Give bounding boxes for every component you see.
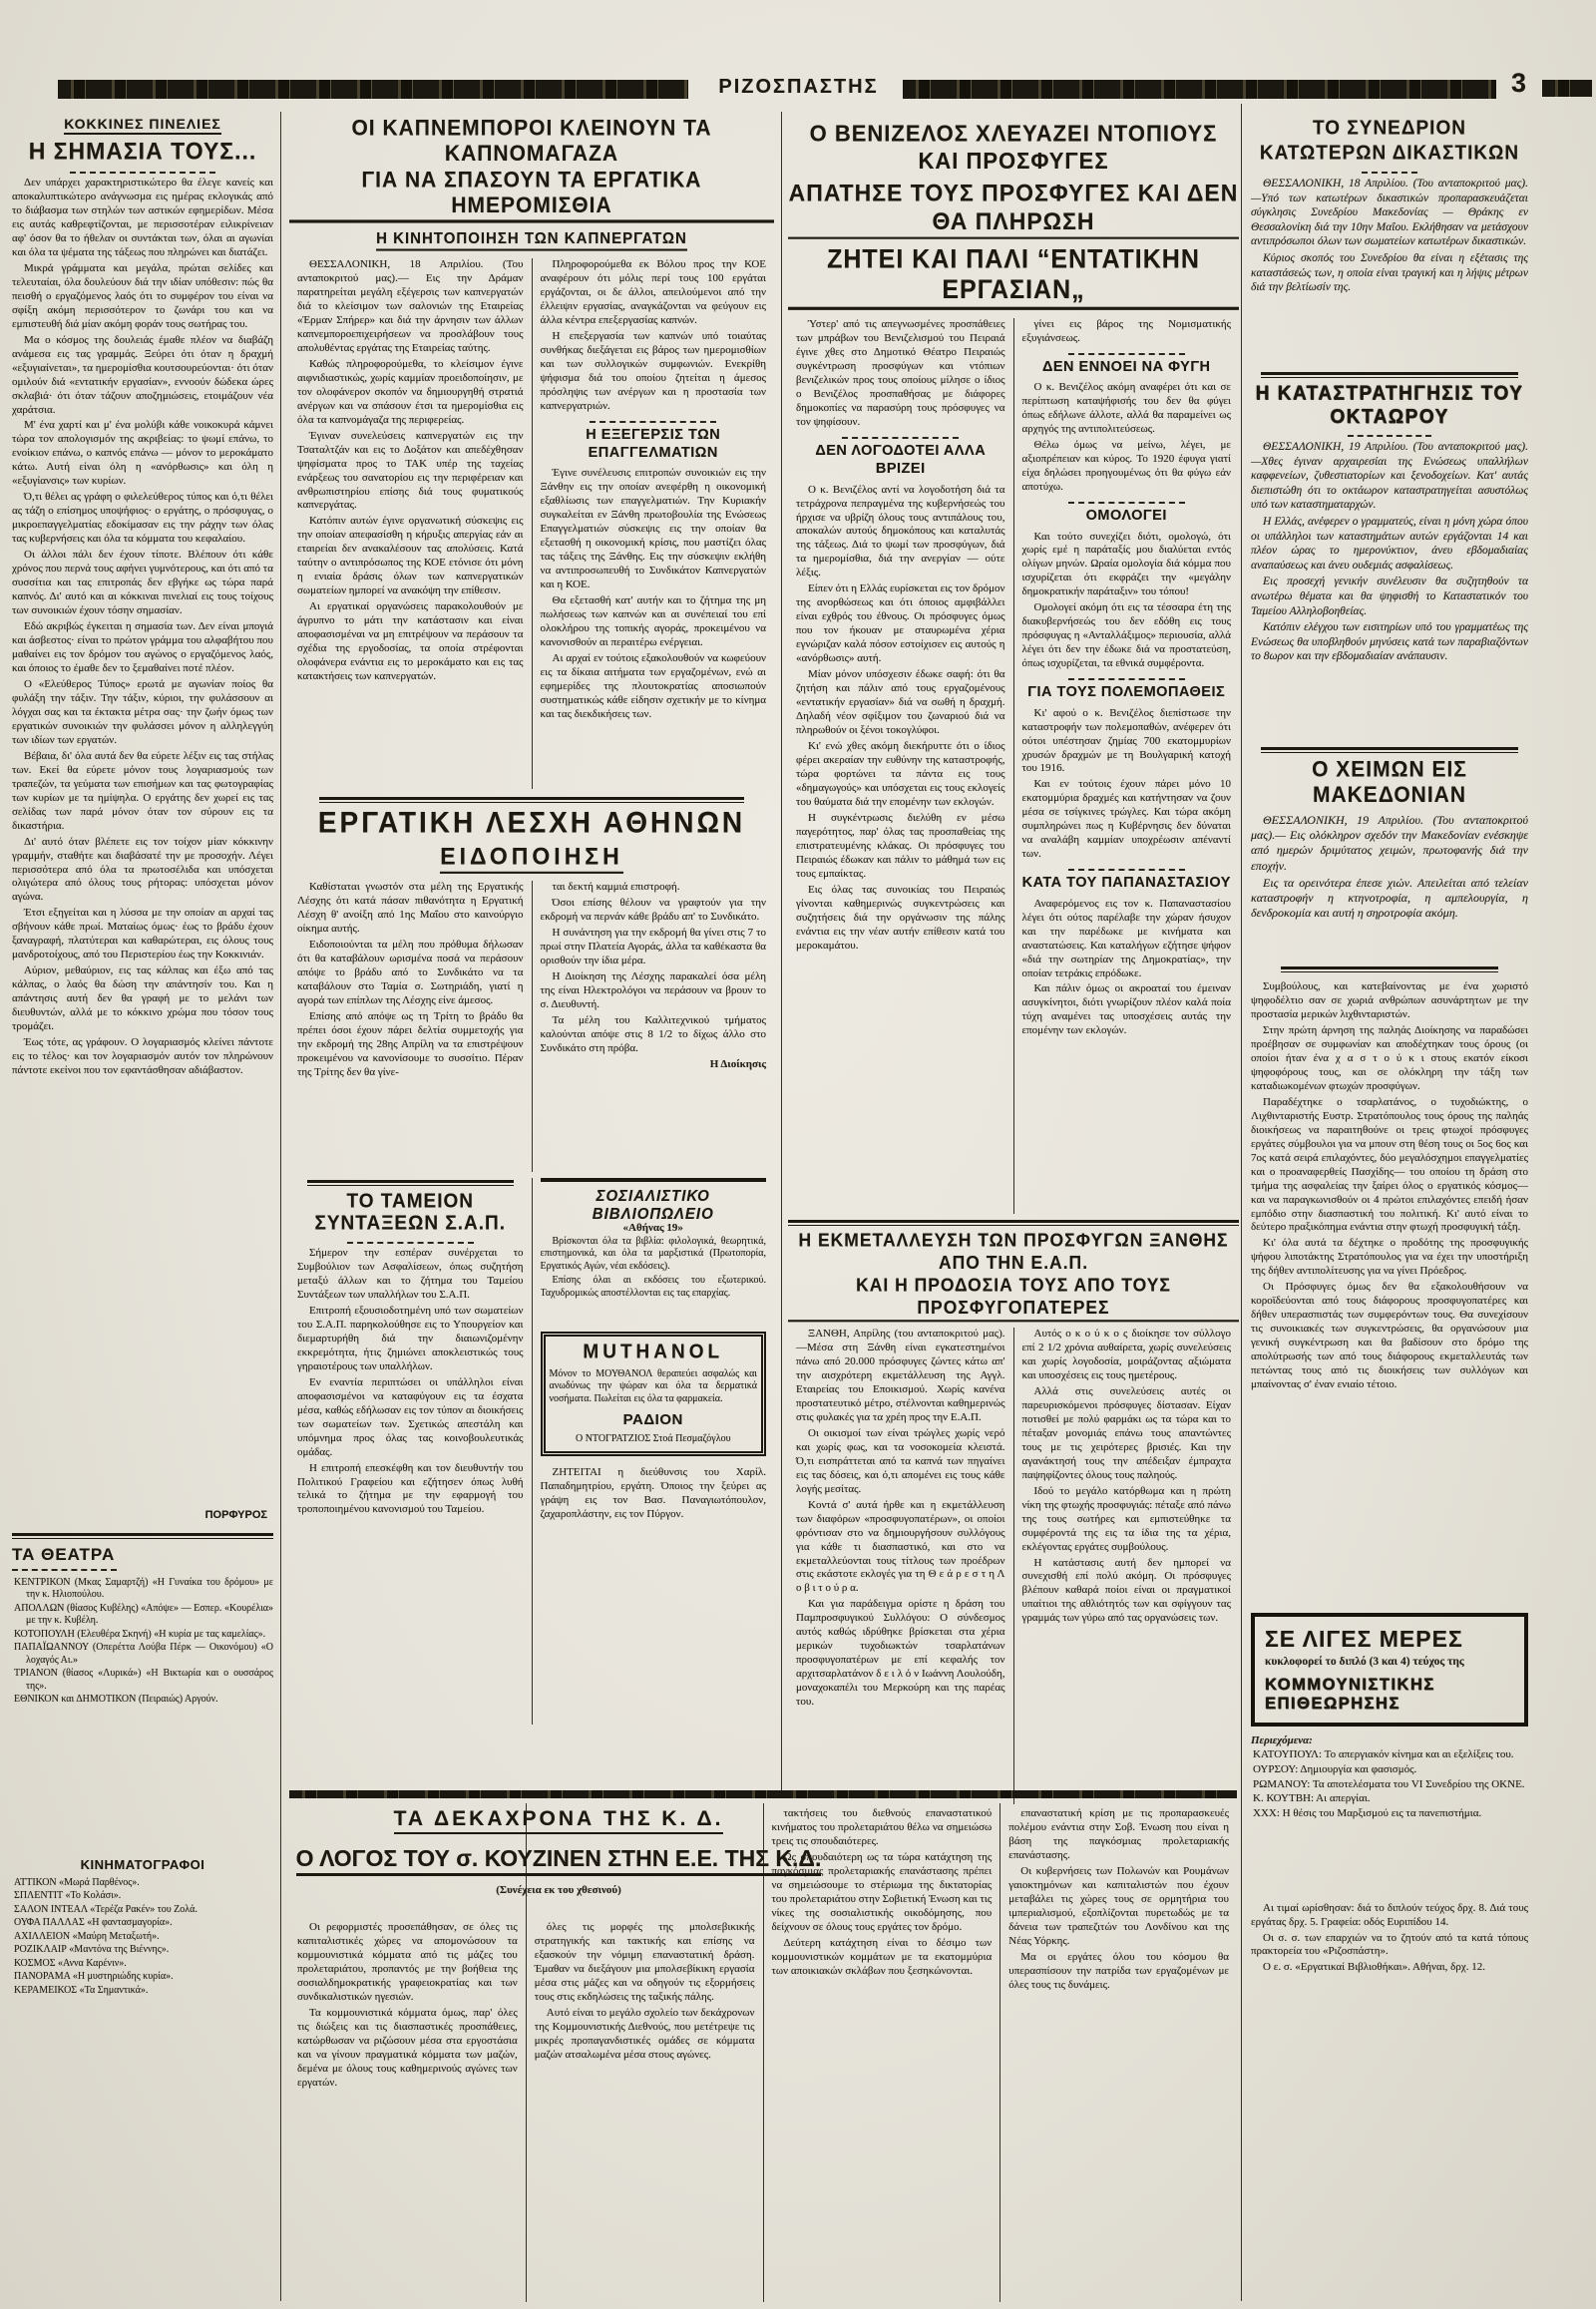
paragraph: Ο ε. σ. «Εργατικαί Βιβλιοθήκαι». Αθήναι, δρχ. 12.	[1263, 1961, 1485, 1974]
tobacco-col-1	[289, 258, 532, 789]
paragraph: Η επεξεργασία των καπνών υπό τοιαύτας συνθήκας διεξάγεται εις βάρος των ημερομισθίων και των συλλογικών συμφωνιών. Ενεκρίθη ψήφισμα διά του οποίου ζητείται η άμεσος πρόσληψις των ανέργων και η προστασία των καπνεργατριών.	[540, 329, 766, 412]
paragraph: Έγινε συνέλευσις επιτροπών συνοικιών εις την Ξάνθην εις την οποίαν ανεφέρθη η οικονομική εξαθλίωσις των επαγγελματιών. Την Κυριακήν συγκαλείται εν Ξάνθη πρωτοβουλία της Ενώσεως Επαγγελματιών σύσκεψις εις την οποίαν θα εξετασθή η οικονομική κρίσις, που μαστίζει όλας τας τάξεις της Ξάνθης. Εις την σύσκεψιν εκλήθη να αντιπροσωπευθή το Συνδικάτον Καπνεργατών και η ΚΟΕ.	[540, 467, 766, 591]
tobacco-article	[289, 118, 774, 1725]
refugees-continuation	[1251, 980, 1528, 1599]
muthanol-ad-box	[541, 1332, 767, 1456]
paragraph: Οι ρεφορμιστές προσεπάθησαν, σε όλες τις καπιταλιστικές χώρες να απομονώσουν τα κομμουνιστικά κόμματα από τις μάζες του προλεταριάτου, προπαντός με την βοήθεια της σοσιαλδημοκρατικής γραφειοκρατίας και των συνδικαλιστικών ηγεσιών.	[297, 1921, 518, 2003]
paragraph: Εις όλας τας συνοικίας του Πειραιώς γίνονται καθημερινώς συγκεντρώσεις και συζητήσεις διά την οργάνωσιν της πάλης ενάντια εις την νέαν αυτήν επίθεσιν κατά του μεροκαμάτου.	[796, 883, 1005, 952]
editorial-title: Η ΣΗΜΑΣΙΑ ΤΟΥΣ...	[28, 137, 257, 165]
paragraph: Επιτροπή εξουσιοδοτημένη υπό των σωματείων του Σ.Α.Π. παρηκολούθησε εις το Υπουργείον και διεμαρτυρήθη διά την διαιωνιζομένην εκκρεμότητα, ήτις ζημιώνει αποκλειστικώς τους γηραιοτέρους των υπαλλήλων.	[297, 1304, 524, 1372]
paragraph: ΤΡΙΑΝΟΝ (θίασος «Λυρικά») «Η Βικτωρία και ο ουσσάρος της».	[14, 1668, 273, 1692]
club-title: ΕΡΓΑΤΙΚΗ ΛΕΣΧΗ ΑΘΗΝΩΝ	[317, 806, 746, 839]
paragraph: ΚΕΡΑΜΕΙΚΟΣ «Τα Σημαντικά».	[14, 1984, 149, 1996]
paragraph: ΞΑΝΘΗ, Απρίλης (του ανταποκριτού μας).—Μέσα στη Ξάνθη είναι εγκατεστημένοι πάνω από 20.000 πρόσφυγες ζώντες κάτω απ' την αισχρότερη εκμετάλλευση της Αγγλ. Εταιρείας του Εποικισμού. Χωρίς κανένα προστατευτικό μέτρο, στέλνονται καθημερινώς στις φυλακές για τα χρέη προς την Ε.Α.Π.	[796, 1328, 1005, 1423]
paragraph: ΡΟΖΙΚΛΑΙΡ «Μαντόνα της Βιέννης».	[14, 1944, 170, 1956]
paragraph: Καθώς πληροφορούμεθα, το κλείσιμον έγινε αιφνιδιαστικώς, χωρίς καμμίαν προειδοποίησιν, με τον ολοφάνερον σκοπόν να δημιουργηθή στρατιά ανέργων και να σπάσουν έτσι τα ημερομίσθια εις όλα τα καπνομάγαζα της περιφερείας.	[297, 357, 524, 426]
venizelos-col-2	[1013, 318, 1240, 1214]
review-contents-list	[1251, 1748, 1528, 1898]
paragraph: Πληροφορούμεθα εκ Βόλου προς την ΚΟΕ αναφέρουν ότι μόλις περί τους 100 εργάται εργάζονται, οι δε άλλοι, απειλούμενοι από την έλλειψιν εργασίας, αναγκάζονται να φεύγουν εις άλλα κέντρα επεξεργασίας καπνών.	[540, 258, 766, 326]
paragraph: Κοντά σ' αυτά ήρθε και η εκμετάλλευση των διαφόρων «προσφυγοπατέρων», οι οποίοι φρόντισαν στο να δημιουργήσουν συλλόγους για κάθε τι διασπαστικό, και στο να εκμεταλλεύονται τους τίτλους των προέδρων στις εκάστοτε εκλογές για τη Θ ε ά ρ ε σ τ η Λ ο β ι τ ο ύ ρ α.	[796, 1498, 1005, 1595]
paragraph: Ο «Ελεύθερος Τύπος» ερωτά με αγωνίαν ποίος θα φυλάξη την τάξιν. Την τάξιν, κύριοι, την φυλάσσουν αι λόγχαι σας και τα έκτακτα μέτρα σας· την ζωήν όμως των εργατικών συνοικιών την φυλάσσει μόνον η αλληλεγγύη των ιδίων των εργατών.	[12, 677, 273, 746]
tobacco-headline-2-text: ΓΙΑ ΝΑ ΣΠΑΣΟΥΝ ΤΑ ΕΡΓΑΤΙΚΑ ΗΜΕΡΟΜΙΣΘΙΑ	[289, 168, 774, 222]
paragraph: Ό,τι θέλει ας γράφη ο φιλελεύθερος τύπος και ό,τι θέλει ας τάζη ο επίσημος υποψήφιος· ο εργάτης, ο πρόσφυγας, ο μικροεπαγγελματίας εδοκίμασαν εις την ράχην των όλας τας κυβερνήσεις και όλα τα κόμματα του κεφαλαίου.	[12, 491, 273, 546]
paragraph: Οι Πρόσφυγες όμως δεν θα εξακολουθήσουν να κοροϊδεύονται από τους διάφορους προσφυγοπατέρες και δήθεν υπερασπιστάς των συμφερόντων τους. Θα συνεχίσουν τις συνοικιακές των συγκεντρώσεις, θα οργανώσουν μια γενική συγκέντρωση και θα βαδίσουν στο δρόμο της απολύτρωσής των από τους διάφορους εκμεταλλευτάς των πετώντας τους από τις διοικήσεις των συλλόγων και μπαίνοντας σ' έναν ενιαίο τέτοιο.	[1251, 1281, 1528, 1391]
review-contents	[1251, 1734, 1528, 2022]
court-congress-title-1: ΤΟ ΣΥΝΕΔΡΙΟΝ	[1313, 117, 1466, 140]
winter-body	[1251, 813, 1528, 961]
eight-hour-title: Η ΚΑΤΑΣΤΡΑΤΗΓΗΣΙΣ ΤΟΥ ΟΚΤΑΩΡΟΥ	[1255, 382, 1524, 429]
exploitation-headline-2	[788, 1275, 1239, 1323]
section-rule	[1281, 966, 1498, 972]
paragraph: Μίαν μόνον υπόσχεσιν έδωκε σαφή: ότι θα ζητήση και πάλιν από τους εργαζομένους «εντατικήν εργασίαν» διά να σωθή η δραχμή. Δηλαδή νέον σφίξιμον του ζωναριού διά να πληρωθούν οι ξένοι τοκογλύφοι.	[796, 668, 1005, 737]
paragraph: ΑΤΤΙΚΟΝ «Μωρά Παρθένος».	[14, 1876, 140, 1888]
tobacco-headline-1: ΟΙ ΚΑΠΝΕΜΠΟΡΟΙ ΚΛΕΙΝΟΥΝ ΤΑ ΚΑΠΝΟΜΑΓΑΖΑ	[351, 116, 712, 167]
paragraph: Κατόπιν ελέγχου των εισιτηρίων υπό του γραμματέως της Ενώσεως θα υποβληθούν μηνύσεις κατά των παραβιαζόντων το 8ωρον και την εβδομαδιαίαν ανάπαυσιν.	[1251, 621, 1528, 663]
paragraph: Κ. ΚΟΥΤΒΗ: Αι απεργίαι.	[1253, 1792, 1371, 1805]
club-columns	[289, 881, 774, 1172]
paragraph: Θα εξετασθή κατ' αυτήν και το ζήτημα της μη πωλήσεως των καπνών και αι συνέπειαί του επί ολοκλήρου της τοπικής αγοράς, προκειμένου να κανονισθούν αι περαιτέρω ενέργειαι.	[540, 594, 766, 649]
squiggle-rule	[1068, 869, 1185, 871]
exploitation-columns	[788, 1328, 1239, 1804]
paragraph: Παραδέχτηκε ο τσαρλατάνος, ο τυχοδιώκτης, ο Λιχθινταριστής Ευστρ. Στρατόπουλος τους όρους της παληάς διοικήσεως να παραιτηθούνε οι τρεις φτωχοί πρόσφυγες εργάτες σύμβουλοι για να μπουν στη θέση τους οι 5ος 6ος και 7ος κατά σειρά επιλαχόντες, δύο μεγαλόσχημοι επαγγελματίες και ο προαναφερθείς Πασχίδης— του οποίου τη δράση στο τμήμα της ασφαλείας την ξαίρει όλος ο εργατικός κόσμος—και να παραγκωνισθούν οι 4 πρώτοι επιλαχόντες επειδή ήσαν εμπόδιο στην διασπαστική του πολιτική. Κι' αυτό είναι το δεύτερο πραξικόπημα ενάντια στην φτωχή προσφυγική τάξη.	[1251, 1095, 1528, 1234]
winter-title: Ο ΧΕΙΜΩΝ ΕΙΣ ΜΑΚΕΔΟΝΙΑΝ	[1312, 757, 1467, 808]
paragraph: Εις τα ορεινότερα έπεσε χιών. Απειλείται από τελείαν καταστροφήν η κτηνοτροφία, η αμπελουργία, η δενδροκομία και αυτή η σηροτροφία ακόμη.	[1251, 875, 1528, 921]
review-box-line-3: ΚΟΜΜΟΥΝΙΣΤΙΚΗΣ ΕΠΙΘΕΩΡΗΣΗΣ	[1265, 1675, 1435, 1713]
exploitation-headline-1: Η ΕΚΜΕΤΑΛΛΕΥΣΗ ΤΩΝ ΠΡΟΣΦΥΓΩΝ ΞΑΝΘΗΣ ΑΠΟ ΤΗΝ Ε.Α.Π.	[798, 1229, 1229, 1274]
tobacco-col-2	[532, 258, 775, 789]
paragraph: Ύστερ' από τις απεγνωσμένες προσπάθειες των μπράβων του Βενιζελισμού του Πειραιά έγινε χθες στο Δημοτικό Θέατρο Πειραιώς συγκέντρωση προσφύγων και ντόπιων βενιζελικών προς τους οποίους μίλησε ο ίδιος ο Βενιζέλος προσπαθήσας με διάφορες δημοκοπίες να παρασύρη τους πρόσφυγες να τον ψηφίσουν.	[796, 318, 1005, 428]
paragraph: Αναφερόμενος εις τον κ. Παπαναστασίου λέγει ότι ούτος παρέλαβε την χώραν ήσυχον και την παρέδωκε με κινήματα και αναστατώσεις. Και καταλήγων εζήτησε ψήφον «διά την σωτηρίαν της Δημοκρατίας», την οποίαν τετράκις επρόδωκε.	[1021, 897, 1231, 979]
squiggle-rule	[590, 421, 716, 423]
paragraph: Κι' αφού ο κ. Βενιζέλος διεπίστωσε την καταστροφήν των πολεμοπαθών, ανέφερεν ότι ούτοι υπέστησαν ζημίας 700 εκατομμυρίων χρυσών δραχμών με τη Βουλγαρική κατοχή του 1916.	[1021, 706, 1231, 775]
section-rule	[307, 1180, 514, 1186]
paragraph: Ομολογεί ακόμη ότι εις τα τέσσαρα έτη της διακυβερνήσεώς του δεν εδόθη εις τους πρόσφυγας η «Ανταλλάξιμος» περιουσία, αλλά λέγει ότι δεν την έδωκε διά να προστατεύση, όπως ισχυρίζεται, τα εθνικά συμφέροντα.	[1021, 601, 1231, 670]
paragraph: τακτήσεις του διεθνούς επαναστατικού κινήματος του προλεταριάτου θέλω να σημειώσω τρεις τις σπουδαιότερες.	[771, 1807, 993, 1847]
muthanol-brand: MUTHANOL	[583, 1341, 724, 1363]
tobacco-headline-2	[289, 168, 774, 222]
pension-body	[297, 1247, 524, 1686]
paragraph: ΚΟΣΜΟΣ «Αννα Καρένιν».	[14, 1957, 127, 1969]
classified-notice	[541, 1466, 767, 1616]
masthead-title-wrap	[696, 76, 901, 102]
article-subhead: ΓΙΑ ΤΟΥΣ ΠΟΛΕΜΟΠΑΘΕΙΣ	[1027, 684, 1226, 701]
red-strokes-editorial	[12, 116, 273, 2206]
paragraph: Και για παράδειγμα ορίστε η δράση του Παμπροσφυγικού Συλλόγου: Ο σύνδεσμος αυτός καθώς ιδρύθηκε βρίσκεται στα χέρια μερικών τυχοδιωκτών τσαρλατάνων προσφυγοπατέρων με επί κεφαλής τον αρχιτσαρλατάνον δ ε ι λ ό ν Ιωάννη Λουλούδη, μοναχοκαπέλι του Μερκούρη και της παρέας του.	[796, 1598, 1005, 1709]
paragraph: Η συνάντηση για την εκδρομή θα γίνει στις 7 το πρωί στην Πλατεία Αγοράς, άλλα τα καθέκαστα θα ορισθούν την ίδια μέρα.	[540, 926, 766, 966]
section-rule	[319, 797, 744, 803]
venizelos-headline-1: Ο ΒΕΝΙΖΕΛΟΣ ΧΛΕΥΑΖΕΙ ΝΤΟΠΙΟΥΣ ΚΑΙ ΠΡΟΣΦΥΓΕΣ	[809, 120, 1218, 175]
article-subhead: Η ΕΞΕΓΕΡΣΙΣ ΤΩΝ ΕΠΑΓΓΕΛΜΑΤΙΩΝ	[586, 426, 721, 462]
paragraph: ΟΥΡΣΟΥ: Δημιουργία και φασισμός.	[1253, 1762, 1417, 1775]
bookstore-ad-subtitle: «Αθήνας 19»	[622, 1222, 683, 1234]
paragraph: ΡΩΜΑΝΟΥ: Τα αποτελέσματα του VI Συνεδρίου της ΟΚΝΕ.	[1253, 1777, 1525, 1790]
paragraph: Όσοι επίσης θέλουν να γραφτούν για την εκδρομή να περνάν κάθε βράδυ απ' το Συνδικάτο.	[540, 896, 766, 923]
paragraph: Η Διοίκηση της Λέσχης παρακαλεί όσα μέλη της είναι Ηλεκτρολόγοι να περάσουν να βρουν το σ. Διευθυντή.	[540, 969, 766, 1010]
paragraph: Οι σ. σ. των επαρχιών να το ζητούν από τα κατά τόπους πρακτορεία του «Ριζοσπάστη».	[1251, 1931, 1528, 1958]
venizelos-headline-3-text: ΖΗΤΕΙ ΚΑΙ ΠΑΛΙ “ΕΝΤΑΤΙΚΗΝ ΕΡΓΑΣΙΑΝ„	[788, 244, 1239, 310]
bookstore-ad-title: ΣΟΣΙΑΛΙΣΤΙΚΟ ΒΙΒΛΙΟΠΩΛΕΙΟ	[592, 1186, 714, 1224]
masthead-bar-left	[58, 80, 688, 99]
kuusinen-note: (Συνέχεια εκ του χθεσινού)	[496, 1884, 621, 1896]
squiggle-rule	[347, 1242, 474, 1244]
editorial-body	[12, 177, 273, 1505]
paragraph: ΧΧΧ: Η θέσις του Μαρξισμού εις τα πανεπιστήμια.	[1253, 1807, 1482, 1820]
paragraph: Ως σπουδαιότερη ως τα τώρα κατάχτηση της παγκόσμιας προλεταριακής επανάστασης πρέπει να σημειώσουμε το στέριωμα της δικτατορίας του προλεταριάτου στην Σοβιετική Ένωση και τις νίκες της σοσιαλιστικής οικοδόμησης, που δείχνουν σε όλους τους εργάτες τον δρόμο.	[771, 1850, 993, 1933]
muthanol-body: Μόνον το ΜΟΥΘΑΝΟΛ θεραπεύει ασφαλώς και ανωδύνως την ψώραν και όλα τα δερματικά νοσήματα. Πωλείται εις όλα τα φαρμακεία.	[549, 1367, 757, 1404]
editorial-kicker-label: ΚΟΚΚΙΝΕΣ ΠΙΝΕΛΙΕΣ	[64, 116, 221, 135]
paragraph: Ιδού το μεγάλο κατόρθωμα και η πρώτη νίκη της φτωχής προσφυγιάς: πέταξε από πάνω της τους σωτήρες και εμπιστεύθηκε τα συμφέροντά της εις τα ίδια της τα χέρια, εκλέγοντας εργάτες συμβούλους.	[1021, 1484, 1231, 1553]
paragraph: Συμβούλους, και κατεβαίνοντας με ένα χωριστό ψηφοδέλτιο σαν σε χωριά ανθρώπων ασυνάρτητων με την προστασία μερικών λιχθινταριστών.	[1251, 980, 1528, 1020]
squiggle-rule	[1068, 353, 1185, 355]
paragraph: Αύριον, μεθαύριον, εις τας κάλπας και έξω από τας κάλπας, ο λαός θα δώση την απάντησίν του. Και η απάντησις αυτή δεν θα γραφή με το μελάνι των διευθυντών, αλλά με το κόκκινο χρώμα που τόσον τους τρομάζει.	[12, 964, 273, 1033]
paragraph: Θέλω όμως να μείνω, λέγει, με αξιοπρέπειαν και κύρος. Το 1920 έφυγα γιατί είχα δηλώσει προηγουμένως ότι θα φύγω εάν αποτύχω.	[1021, 439, 1231, 494]
paragraph: Κι' ενώ χθες ακόμη διεκήρυττε ότι ο ίδιος φέρει ακεραίαν την ευθύνην της καταστροφής, τώρα φορτώνει τα πάντα εις τους «δημαγωγούς» και υπόσχεται εις τους εκλογείς του θαύματα διά την επομένην των εκλογών.	[796, 740, 1005, 808]
paragraph: Αι αρχαί εν τούτοις εξακολουθούν να κωφεύουν εις τα δίκαια αιτήματα των εργαζομένων, ενώ αι εφημερίδες της πλουτοκρατίας αποσιωπούν συστηματικώς κάθε είδησιν σχετικήν με το κίνημα και τας διεκδικήσεις των.	[540, 652, 766, 720]
paragraph: ΚΕΝΤΡΙΚΟΝ (Μκας Σαμαρτζή) «Η Γυναίκα του δρόμου» με την κ. Ηλιοπούλου.	[14, 1576, 273, 1601]
review-box-line-2: κυκλοφορεί το διπλό (3 και 4) τεύχος της	[1265, 1656, 1464, 1668]
squiggle-rule	[842, 437, 959, 439]
section-rule	[1261, 372, 1518, 378]
paragraph: Κι' όλα αυτά τα δέχτηκε ο προδότης της προσφυγικής ψήφου λιποτάκτης Στρατόπουλος για να έχει την υποστήριξη της δήθεν αντιπολίτευσης για να γίνει Πρόεδρος.	[1251, 1237, 1528, 1278]
paragraph: Η κατάστασις αυτή δεν ημπορεί να συνεχισθή επί πολύ ακόμη. Οι πρόσφυγες βλέπουν καθαρά ποίοι είναι οι πραγματικοί υπαίτιοι της αθλιότητός των και σφίγγουν τας γραμμάς των γύρω από τας οργανώσεις των.	[1021, 1556, 1231, 1625]
review-announcement-box	[1251, 1613, 1528, 1727]
paragraph: Και πάλιν όμως οι ακροαταί του έμειναν ασυγκίνητοι, διότι γνωρίζουν πλέον καλά ποία τύχη αναμένει τας υποσχέσεις αυτάς την επομένην των εκλογών.	[1021, 982, 1231, 1037]
exploitation-headline-2-text: ΚΑΙ Η ΠΡΟΔΟΣΙΑ ΤΟΥΣ ΑΠΟ ΤΟΥΣ ΠΡΟΣΦΥΓΟΠΑΤΕΡΕΣ	[788, 1275, 1239, 1323]
venizelos-article	[788, 122, 1239, 1804]
paragraph: Επίσης όλαι αι εκδόσεις του εξωτερικού. Ταχυδρομικώς αποστέλλονται εις τας επαρχίας.	[540, 1275, 766, 1299]
paragraph: ΠΑΠΑΪΩΑΝΝΟΥ (Οπερέττα Λούβα Πέρκ — Οικονόμου) «Ο λοχαγός Αι.»	[14, 1642, 273, 1666]
paragraph: επαναστατική κρίση με τις προπαρασκευές πολέμου ενάντια στην Σοβ. Ένωση που είναι η βάση της παγκόσμιας προλεταριακής επανάστασης.	[1008, 1807, 1229, 1861]
pension-title-1: ΤΟ ΤΑΜΕΙΟΝ	[346, 1190, 475, 1213]
paragraph: Ειδοποιούνται τα μέλη που πρόθυμα δήλωσαν ότι θα καταβάλουν ωρισμένα ποσά να περάσουν απόψε το βράδυ από το Συνδικάτο να τα καταβάλουν στο Ταμία σ. Σωτηριάδη, γιατί η αγορά των επίπλων της Λέσχης είνε άμεσος.	[297, 938, 524, 1006]
squiggle-rule	[1068, 678, 1185, 680]
court-congress-title-2: ΚΑΤΩΤΕΡΩΝ ΔΙΚΑΣΤΙΚΩΝ	[1259, 142, 1520, 165]
paragraph: Και εν τούτοις έχουν πάρει μόνο 10 εκατομμύρια δραχμές και κατήντησαν να ζουν μέσα σε τσίγκινες τρώγλες. Και τώρα ακόμη συμπληρώνει πως η Κυβέρνησις δεν δύναται να αναλάβη καμμίαν υποχρέωσιν απέναντί των.	[1021, 778, 1231, 861]
exploitation-col-1	[788, 1328, 1013, 1804]
paragraph: Κατόπιν αυτών έγινε οργανωτική σύσκεψις εις την οποίαν απεφασίσθη η κήρυξις απεργίας εάν αι εταιρείαι δεν ανακαλέσουν τας απολύσεις. Κατά ταύτην ο αντιπρόσωπος της ΚΟΕ ετόνισε ότι μόνη η ενιαία δράσις όλων των καπνεργατικών σωματείων ημπορεί να ανακόψη την επίθεσιν.	[297, 515, 524, 597]
article-subhead: ΔΕΝ ΕΝΝΟΕΙ ΝΑ ΦΥΓΗ	[1041, 358, 1211, 375]
paper-title: ΡΙΖΟΣΠΑΣΤΗΣ	[718, 76, 879, 98]
cinemas-list	[12, 1877, 273, 2206]
paragraph: Εν εναντία περιπτώσει οι υπάλληλοι είναι αποφασισμένοι να καταφύγουν εις τα έσχατα μέσα, καθώς εδήλωσαν εις τον τύπον αι διοικήσεις των σωματείων των. Σχετικώς απεστάλη και υπόμνημα προς όλας τας κοινοβουλευτικάς ομάδας.	[297, 1375, 524, 1458]
kuusinen-col-4	[999, 1803, 1237, 2302]
paragraph: Εις προσεχή γενικήν συνέλευσιν θα συζητηθούν τα ανωτέρω θέματα και θα ψηφισθή το Καταστατικόν του Ταμείου Αλληλοβοηθείας.	[1251, 576, 1528, 617]
paragraph: ΠΑΝΟΡΑΜΑ «Η μυστηριώδης κυρία».	[14, 1971, 174, 1983]
article-subhead: ΚΑΤΑ ΤΟΥ ΠΑΠΑΝΑΣΤΑΣΙΟΥ	[1021, 875, 1231, 892]
article-subhead: ΔΕΝ ΛΟΓΟΔΟΤΕΙ ΑΛΛΑ ΒΡΙΖΕΙ	[815, 442, 987, 478]
pension-cell	[289, 1178, 532, 1725]
paragraph: Μικρά γράμματα και μεγάλα, πρώται σελίδες και τελευταίαι, όλα δουλεύουν διά την ιδίαν υπόθεσιν: πώς θα πεισθή ο εργαζόμενος λαός ότι το συμφέρον του είναι να σφίξη ακόμη περισσότερον το ζωνάρι του και να εμπιστευθή διά μίαν ακόμη φοράν τους σωτήρας του.	[12, 261, 273, 330]
section-rule	[1261, 747, 1518, 753]
paragraph: ΘΕΣΣΑΛΟΝΙΚΗ, 19 Απριλίου. (Του ανταποκριτού μας).—Χθες έγιναν αρχαιρεσίαι της Ενώσεως υπαλλήλων καφφενείων, ζυθεστιατορίων και ξενοδοχείων. Κατ' αυτάς διεπιστώθη ότι το οκτάωρον καταστρατηγείται ασυστόλως υπό των καταστηματαρχών.	[1251, 441, 1528, 512]
paragraph: Βρίσκονται όλα τα βιβλία: φιλολογικά, θεωρητικά, επιστημονικά, και όλα τα μαρξιστικά (Πρωτοπορία, Εργατικός Αγών, νέαι εκδόσεις).	[540, 1235, 766, 1272]
paragraph: Σήμερον την εσπέραν συνέρχεται το Συμβούλιον των Ασφαλίσεων, όπως συζητήση μεταξύ άλλων και το ζήτημα του Ταμείου Συντάξεων των υπαλλήλων του Σ.Α.Π.	[297, 1247, 524, 1301]
squiggle-rule	[12, 1569, 117, 1571]
paragraph: Στην πρώτη άρνηση της παληάς Διοίκησης να παραδώσει προέβησαν σε συμφωνίαν και αποδέχτηκαν τους όρους (οι οποίοι ήταν ένα χ α σ τ ο ύ κ ι στους εκατόν είκοσι ψηφοφόρους τους, και σε ολόκληρη την τάξη των καταδιωκομένων φτωχών προσφύγων.	[1251, 1023, 1528, 1092]
club-col-2	[532, 881, 775, 1172]
paragraph: Καθίσταται γνωστόν στα μέλη της Εργατικής Λέσχης ότι κατά πάσαν πιθανότητα η Εργατική Λέσχη θ' ανοίξη από 1ης Μαΐου στο καινούργιο οίκημα αυτής.	[297, 881, 524, 935]
paragraph: Η Ελλάς, ανέφερεν ο γραμματεύς, είναι η μόνη χώρα όπου οι υπάλληλοι των καταστημάτων αυτών εργάζονται 14 και πλέον ώρας το ημερονύκτιον, άνευ εβδομαδιαίας αναπαύσεως και άνευ ουδεμιάς ασφαλίσεως.	[1251, 515, 1528, 572]
article-subhead: ΟΜΟΛΟΓΕΙ	[1085, 508, 1167, 525]
paragraph: Αυτό είναι το μεγάλο σχολείο των δεκάχρονων της Κομμουνιστικής Διεθνούς, που μετέτρεψε τις μικρές προπαγανδιστικές ομάδες σε κόμματα μαζών ατσαλωμένα μέσα στους αγώνες.	[534, 2006, 755, 2061]
muthanol-footer-1: ΡΑΔΙΟΝ	[622, 1411, 683, 1429]
paragraph: Έτσι εξηγείται και η λύσσα με την οποίαν αι αρχαί τας σβήνουν κάθε πρωί. Ματαίως όμως· έως το βράδυ έχουν ξαναγραφή, πλατύτεραι και καθαρώτεραι, εις όλους τους μανδροτοίχους, από του Περιστερίου έως την Κοκκινιάν.	[12, 907, 273, 962]
paragraph: Ο κ. Βενιζέλος ακόμη αναφέρει ότι και σε περίπτωση καταψήφισής του δεν θα φύγει όπως εδήλωνε άλλοτε, αλλά θα παραμείνει ως αρχηγός της αντιπολιτεύσεως.	[1021, 381, 1231, 436]
kuusinen-headline-wrap	[289, 1845, 828, 1898]
paragraph: Έως τότε, ας γράφουν. Ο λογαριασμός κλείνει πάντοτε εις το τέλος· και τον λογαριασμόν αυτόν τον πληρώνουν πάντοτε εκείνοι που τον εφαντάσθησαν αδιάβαστον.	[12, 1036, 273, 1077]
venizelos-columns	[788, 318, 1239, 1214]
theatres-list	[12, 1577, 273, 1851]
column-divider	[1241, 104, 1242, 2301]
paragraph: ΣΠΛΕΝΤΙΤ «Το Κολάσι».	[14, 1890, 122, 1902]
pension-and-ads-row	[289, 1178, 774, 1725]
squiggle-rule	[1348, 435, 1430, 437]
venizelos-headline-3	[788, 244, 1239, 310]
paragraph: Οι κυβερνήσεις των Πολωνών και Ρουμάνων γαιοκτημόνων και καπιταλιστών που έχουν μεταβάλει τις χώρες τους σε ορμητήρια του ιμπεριαλισμού, εξοπλίζονται πυρετωδώς με τα δάνεια των τραπεζιτών του Λονδίνου και της Νέας Υόρκης.	[1008, 1864, 1229, 1947]
decade-heading-wrap	[349, 1807, 768, 1834]
paragraph: Μ' ένα χαρτί και μ' ένα μολύβι κάθε νοικοκυρά κάμνει τώρα τον απολογισμόν της ακριβείας: το ψωμί επάνω, το ενοίκιον επάνω, ο καπνός επάνω — μόνον το μεροκάματο κάτω. Αυτή είναι όλη η «ανόρθωσις» και όλη η «εξυγίανσις» των κυρίων.	[12, 419, 273, 488]
kuusinen-headline: Ο ΛΟΓΟΣ ΤΟΥ σ. ΚΟΥΖΙΝΕΝ ΣΤΗΝ Ε.Ε. ΤΗΣ Κ.Δ.	[296, 1845, 822, 1876]
club-subtitle	[289, 842, 774, 874]
masthead-bar-stub	[1542, 80, 1592, 97]
paragraph: ΘΕΣΣΑΛΟΝΙΚΗ, 19 Απριλίου. (Του ανταποκριτού μας).— Εις ολόκληρον σχεδόν την Μακεδονίαν ενέσκηψε από ημερών δριμύτατος χειμών, πρωτοφανής διά την εποχήν.	[1251, 813, 1528, 873]
paragraph: Αι τιμαί ωρίσθησαν: διά το διπλούν τεύχος δρχ. 8. Διά τους εργάτας δρχ. 5. Γραφεία: οδός Ευριπίδου 14.	[1251, 1901, 1528, 1928]
column-divider	[280, 112, 281, 2301]
paragraph: Αυτός ο κ ο ύ κ ο ς διοίκησε τον σύλλογο επί 2 1/2 χρόνια αυθαίρετα, χωρίς συνελεύσεις και χωρίς λογοδοσία, μοιράζοντας αξιώματα και υποσχέσεις εις τους ημετέρους.	[1021, 1328, 1231, 1381]
paragraph: γίνει εις βάρος της Νομισματικής εξυγιάνσεως.	[1021, 318, 1231, 344]
kuusinen-article	[289, 1803, 1237, 2302]
bottom-section-rule	[289, 1790, 1237, 1798]
ads-cell	[532, 1178, 775, 1725]
paragraph: Εδώ ακριβώς έγκειται η σημασία των. Δεν είναι μπογιά και άσβεστος· είναι το πρώτον γράμμα του αλφαβήτου που μαθαίνει εις τον δρόμον του αγώνος ο εργαζόμενος λαός, και όποιος το έμαθε δεν το ξεμαθαίνει ποτέ πλέον.	[12, 620, 273, 674]
venizelos-col-1	[788, 318, 1013, 1214]
review-box-line-1: ΣΕ ΛΙΓΕΣ ΜΕΡΕΣ	[1265, 1626, 1463, 1652]
signature-line: Η Διοίκησις	[709, 1057, 766, 1070]
venizelos-headline-2-text: ΑΠΑΤΗΣΕ ΤΟΥΣ ΠΡΟΣΦΥΓΕΣ ΚΑΙ ΔΕΝ ΘΑ ΠΛΗΡΩΣΗ	[788, 179, 1239, 238]
column-divider	[781, 112, 782, 1792]
paragraph: ΑΧΙΛΛΕΙΟΝ «Μαύρη Μεταξωτή».	[14, 1930, 160, 1942]
paragraph: Τα μέλη του Καλλιτεχνικού τμήματος καλούνται απόψε στις 8 1/2 το δίχως άλλο στο Συνδικάτο στη πρόβα.	[540, 1013, 766, 1054]
tobacco-subhead-text: Η ΚΙΝΗΤΟΠΟΙΗΣΗ ΤΩΝ ΚΑΠΝΕΡΓΑΤΩΝ	[376, 229, 687, 250]
review-contents-closing	[1251, 1902, 1528, 2022]
decade-heading: ΤΑ ΔΕΚΑΧΡΟΝΑ ΤΗΣ Κ. Δ.	[394, 1807, 724, 1834]
paragraph: όλες τις μορφές της μπολσεβικικής στρατηγικής και τακτικής και επίσης να εξασκούν την νόμιμη επαναστατική δράση. Έμαθαν να διεξάγουν μια μπολσεβίκικη εργασία μέσα στις μάζες και να οδηγούν τις εξορμήσεις τους στις εκδηλώσεις της ταξικής πάλης.	[534, 1921, 755, 2003]
club-subtitle-text: ΕΙΔΟΠΟΙΗΣΗ	[440, 842, 622, 874]
exploitation-col-2	[1013, 1328, 1240, 1804]
paragraph: ΚΟΤΟΠΟΥΛΗ (Ελευθέρα Σκηνή) «Η κυρία με τας καμελίας».	[14, 1628, 266, 1640]
right-rail	[1251, 118, 1528, 2022]
paragraph: Μα οι εργάτες όλου του κόσμου θα υπερασπίσουν την πατρίδα των εργαζομένων με όλες τους τις δυνάμεις.	[1008, 1950, 1229, 1991]
paragraph: Δεν υπάρχει χαρακτηριστικώτερο θα έλεγε κανείς και αποκαλυπτικώτερο ανάγνωσμα εις ημέρας εκλογικάς από το διάβασμα των στηλών των αστικών εφημερίδων. Μέσα εις αυτάς καθρεφτίζονται, με περισσοτέραν ειλικρίνειαν αφ' όσον θα το ήθελαν οι συντάκται των, όλαι αι αγωνίαι και όλα τα ψέματα της τάξεως που πληρώνει και διατάζει.	[12, 177, 273, 258]
paragraph: ΕΘΝΙΚΟΝ και ΔΗΜΟΤΙΚΟΝ (Πειραιώς) Αργούν.	[14, 1694, 218, 1706]
tobacco-subhead	[289, 229, 774, 250]
paragraph: ΘΕΣΣΑΛΟΝΙΚΗ, 18 Απριλίου. (Του ανταποκριτού μας).—Υπό των κατωτέρων δικαστικών προπαρασκευάζεται σύγκλησις Συνεδρίου Μακεδονίας — Θράκης εν Θεσσαλονίκη διά την 10ην Μαΐου. Εκλήθησαν να μετάσχουν αντιπρόσωποι όλων των σωματείων κατωτέρων δικαστικών.	[1251, 178, 1528, 248]
paragraph: ΟΥΦΑ ΠΑΛΛΑΣ «Η φαντασμαγορία».	[14, 1917, 173, 1929]
theatres-title: ΤΑ ΘΕΑΤΡΑ	[12, 1544, 116, 1564]
paragraph: Και τούτο συνεχίζει διότι, ομολογώ, ότι χωρίς εμέ η παράταξίς μου διαλύεται εντός ολίγων μηνών. Ωραία ομολογία διά κόμμα που ισχυρίζεται ότι εκφράζει την «μεγάλην δημοκρατικήν παράταξιν» του τόπου!	[1021, 530, 1231, 598]
cinemas-title: ΚΙΝΗΜΑΤΟΓΡΑΦΟΙ	[80, 1856, 205, 1872]
paragraph: Δι' αυτό όταν βλέπετε εις τον τοίχον μίαν κόκκινην γραμμήν, σταθήτε και διαβάσατέ την με προσοχήν. Λέγει περισσότερα από όλα τα πρωτοσέλιδα και υπόσχεται ολιγώτερα από όλους τους ρήτορας: υπόσχεται μόνον αγώνα.	[12, 835, 273, 904]
page-number: 3	[1511, 68, 1527, 98]
tobacco-columns	[289, 258, 774, 789]
paragraph: Η συγκέντρωσις διελύθη εν μέσω παγερότητος, παρ' όλας τας προσπαθείας της επιστρατευμένης κλάκας. Οι πρόσφυγες του Πειραιώς έδωκαν και πάλιν το μάθημά των εις τους εμπαίκτας.	[796, 811, 1005, 880]
venizelos-headline-2	[788, 179, 1239, 238]
squiggle-rule	[70, 172, 216, 174]
paragraph: ται δεκτή καμμιά επιστροφή.	[552, 881, 680, 893]
paragraph: Ο κ. Βενιζέλος αντί να λογοδοτήση διά τα τετράχρονα πεπραγμένα της κυβερνήσεώς του ήρχισε να υβρίζη όλους τους αντιπάλους του, αποκαλών αυτούς δημοκόπους και καταλυτάς της τάξεως. Διά το ψωμί των προσφύγων, διά τα ημερομίσθια, διά την ανεργίαν — ούτε λέξις.	[796, 483, 1005, 579]
paragraph: ΣΑΛΟΝ ΙΝΤΕΑΛ «Τερέζα Ρακέν» του Ζολά.	[14, 1903, 198, 1915]
paragraph: ΖΗΤΕΙΤΑΙ η διεύθυνσις του Χαρίλ. Παπαδημητρίου, εργάτη. Όποιος την ξεύρει ας γράψη εις τον Βασ. Παναγιωτόπουλον, ζαχαροπλάστην, εις τον Πύργον.	[540, 1465, 766, 1520]
editorial-kicker	[12, 116, 273, 132]
eight-hour-body	[1251, 440, 1528, 739]
club-col-1	[289, 881, 532, 1172]
squiggle-rule	[1362, 172, 1417, 174]
paragraph: Μα ο κόσμος της δουλειάς έμαθε πλέον να διαβάζη ανάμεσα εις τας γραμμάς. Ξεύρει ότι όταν η δραχμή «εξυγιαίνεται», τα ημερομίσθια κουτσουρεύονται· ότι όταν ομιλούν διά «εντατικήν εργασίαν», εννοούν δώδεκα ώρες σκλαβιά· ότι όταν τάζουν αποζημιώσεις, ετοιμάζουν νέα χαράτσια.	[12, 333, 273, 416]
editorial-signature: ΠΟΡΦΥΡΟΣ	[204, 1509, 267, 1521]
paragraph: Αλλά στις συνελεύσεις αυτές οι παρευρισκόμενοι πρόσφυγες δίστασαν. Είχαν ποτισθεί με πολύ φαρμάκι ως τα τώρα και το πέταξαν μονομιάς επάνω τους απαντώντες τους με τις χειρότερες βρισιές. Και την αγανάκτησή τους την απέδειξαν έμπραχτα παψηφίζοντες όλους τους παληούς.	[1021, 1384, 1231, 1481]
paragraph: Επίσης από απόψε ως τη Τρίτη το βράδυ θα πρέπει όσοι έχουν πάρει δελτία συμμετοχής για την εκδρομή της 28ης Απρίλη να τα επιστρέψουν προκειμένου να κανονίσουμε το συσσίτιο. Πέραν της Τρίτης δεν θα γίνε-	[297, 1009, 524, 1078]
paragraph: Οι άλλοι πάλι δεν έχουν τίποτε. Βλέπουν ότι κάθε χρόνος που περνά τους αφήνει γυμνότερους, και ότι από τα συσσίτια και τας επιτροπάς δεν εβγήκε ως τώρα παρά καπνός. Δι' αυτό και αι κόκκιναι πινελιαί εις τους τοίχους των συνοικιών έχουν τόσην σημασίαν.	[12, 549, 273, 617]
paragraph: Οι οικισμοί των είναι τρώγλες χωρίς νερό και χωρίς φως, και τα νοσοκομεία κλειστά. Ό,τι εισπράττεται από τα καπνά των πηγαίνει εις τας δόσεις, και ό,τι απομένει εις τους κάθε λογής μεσίτας.	[796, 1426, 1005, 1495]
squiggle-rule	[1068, 502, 1185, 504]
paragraph: Τα κομμουνιστικά κόμματα όμως, παρ' όλες τις διώξεις και τις διασπαστικές προσπάθειες, κατώρθωσαν να ριζώσουν μέσα στα εργοστάσια και να γίνουν πραγματικά κόμματα των μαζών, δεμένα με όλους τους καθημερινούς αγώνες των εργατών.	[297, 2006, 518, 2089]
bookstore-ad-body	[541, 1236, 767, 1324]
pension-title-2: ΣΥΝΤΑΞΕΩΝ Σ.Α.Π.	[314, 1212, 507, 1235]
paragraph: Βέβαια, δι' όλα αυτά δεν θα εύρετε λέξιν εις τας στήλας των. Εκεί θα εύρετε μόνον τους λογαριασμούς των τραπεζών, τα γεύματα των επισήμων και τας φωτογραφίας των κυρίων με τα ημίψηλα. Ο εργάτης δεν χωρεί εις τας σελίδας των παρά μόνον όταν τον σύρουν εις τα δικαστήρια.	[12, 749, 273, 832]
section-rule	[12, 1533, 273, 1539]
paragraph: Κύριος σκοπός του Συνεδρίου θα είναι η εξέτασις της καταστάσεώς των, η οποία είναι τραγική και η λήψις μέτρων διά την βελτίωσίν της.	[1251, 251, 1528, 294]
paragraph: Δεύτερη κατάχτηση είναι το δέσιμο των κομμουνιστικών κομμάτων με τα εκατομμύρια των αποικιακών σκλάβων που ξεσηκώνονται.	[771, 1936, 993, 1977]
section-rule	[788, 1220, 1239, 1226]
masthead-bar-right	[903, 80, 1496, 99]
ad-rule	[541, 1178, 767, 1182]
paragraph: ΘΕΣΣΑΛΟΝΙΚΗ, 18 Απριλίου. (Του ανταποκριτού μας).— Εις την Δράμαν παρατηρείται μεγάλη εξέγερσις των καπνεργατών διά το κλείσιμον των σαλονιών της Εταιρείας «Έρμαν Σπήρερ» και διά την άρνησιν των άλλων καπνεμποροεπιχειρήσεων να προσλάβουν τους απολυθέντας εργάτας της Εταιρείας ταύτης.	[297, 258, 524, 354]
review-contents-label: Περιεχόμενα:	[1251, 1733, 1313, 1746]
muthanol-footer-2: Ο ΝΤΟΓΡΑΤΖΙΟΣ Στοά Πεσμαζόγλου	[575, 1433, 731, 1445]
paragraph: ΚΑΤΟΥΠΟΥΛ: Το απεργιακόν κίνημα και αι εξελίξεις του.	[1253, 1747, 1514, 1760]
paragraph: Η επιτροπή επεσκέφθη και τον διευθυντήν του Πολιτικού Γραφείου και εζήτησεν όπως λυθή τελικά το ζήτημα με την εφαρμογή του τροποποιημένου κανονισμού του Ταμείου.	[297, 1461, 524, 1516]
paragraph: ΑΠΟΛΛΩΝ (θίασος Κυβέλης) «Απόψε» — Εσπερ. «Κουρέλια» με την κ. Κυβέλη.	[14, 1602, 273, 1627]
paragraph: Αι εργατικαί οργανώσεις παρακολουθούν με άγρυπνο το μάτι την κατάστασιν και είναι αποφασισμέναι να μη επιτρέψουν να περάσουν τα σχέδια της εργοδοσίας, τα οποία στρέφονται ολοφάνερα ενάντια εις το μεροκάματο και εις τας κατακτήσεις των καπνεργατών.	[297, 600, 524, 683]
paragraph: Είπεν ότι η Ελλάς ευρίσκεται εις τον δρόμον της ανορθώσεως και ότι όποιος αμφιβάλλει είναι εχθρός του έθνους. Οι πρόσφυγες όμως που τον ήκουαν με σταυρωμένα χέρια εγνώριζαν καλά πόσον εστοίχισεν εις αυτούς η «ανόρθωσις» αυτή.	[796, 582, 1005, 665]
court-congress-body	[1251, 177, 1528, 364]
paragraph: Έγιναν συνελεύσεις καπνεργατών εις την Τσαταλτζάν και εις το Δοξάτον και απεδέχθησαν ψηφίσματα προς το ΤΑΚ υπέρ της ταχείας ενάρξεως του σανατορίου εις την περιφέρειαν και ανθρωπιστηρίου επίσης διά τους φυματικούς καπνεργάτας.	[297, 429, 524, 512]
